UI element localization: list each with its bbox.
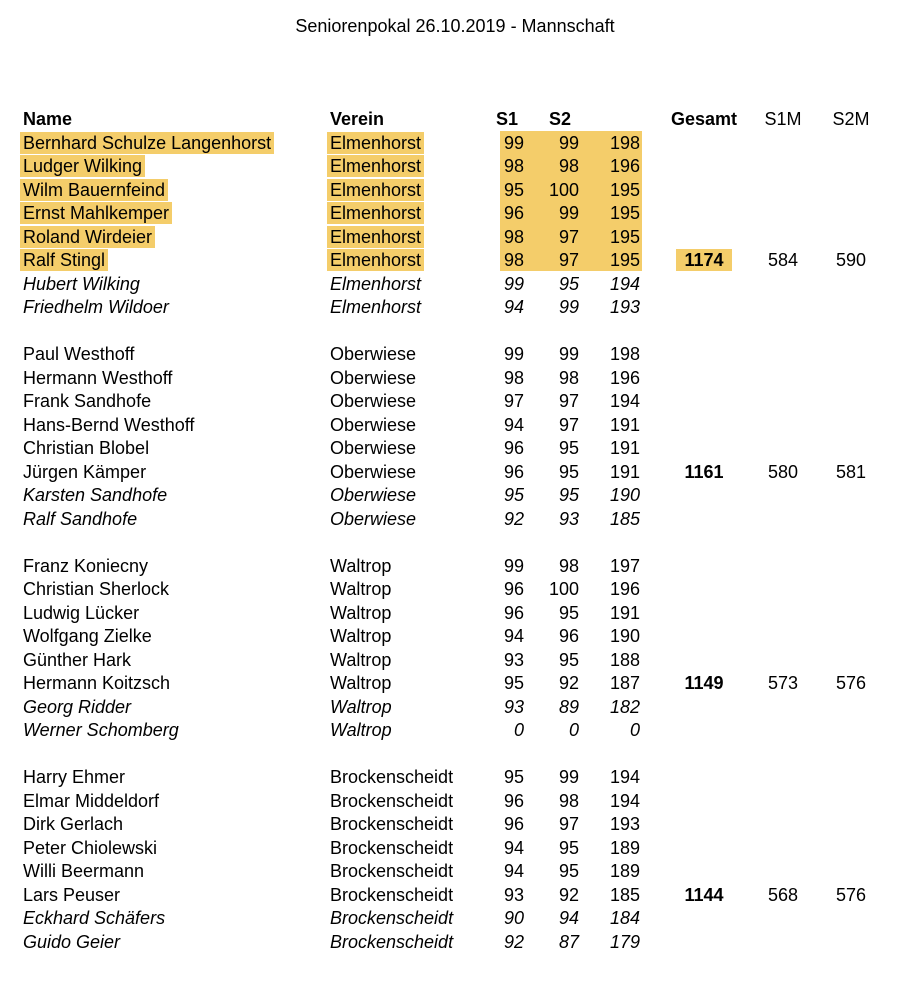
club-name: Elmenhorst bbox=[330, 297, 422, 317]
table-row bbox=[0, 813, 910, 837]
score-s2: 95 bbox=[558, 837, 579, 858]
player-name: Christian Blobel bbox=[23, 438, 150, 458]
club-name: Waltrop bbox=[330, 720, 392, 740]
score-sum: 198 bbox=[609, 344, 640, 364]
header-name: Name bbox=[23, 109, 73, 129]
club-name: Brockenscheidt bbox=[330, 884, 454, 905]
club-name: Elmenhorst bbox=[327, 202, 424, 224]
score-s2: 95 bbox=[558, 273, 579, 294]
score-s1: 96 bbox=[503, 203, 524, 223]
player-name: Hubert Wilking bbox=[23, 273, 140, 294]
score-s2: 98 bbox=[558, 555, 579, 576]
header-s1m: S1M bbox=[764, 109, 802, 129]
club-name: Waltrop bbox=[330, 673, 392, 693]
team-total: 1149 bbox=[684, 673, 724, 693]
table-row bbox=[0, 649, 910, 673]
score-s2: 100 bbox=[548, 579, 579, 599]
club-name: Elmenhorst bbox=[327, 155, 424, 177]
score-s2: 95 bbox=[558, 438, 579, 458]
score-s2: 97 bbox=[558, 391, 579, 411]
player-name: Ernst Mahlkemper bbox=[20, 202, 172, 224]
player-name: Elmar Middeldorf bbox=[23, 790, 160, 811]
score-s2: 94 bbox=[558, 908, 579, 928]
club-name: Waltrop bbox=[330, 696, 392, 717]
player-name: Jürgen Kämper bbox=[23, 461, 147, 482]
team-s1m: 584 bbox=[767, 250, 799, 270]
table-row bbox=[0, 860, 910, 884]
club-name: Brockenscheidt bbox=[330, 908, 454, 928]
team-s1m: 568 bbox=[767, 884, 799, 905]
team-s2m: 576 bbox=[835, 884, 867, 905]
score-s1: 95 bbox=[503, 767, 524, 787]
score-s1: 95 bbox=[503, 673, 524, 693]
player-name: Ralf Stingl bbox=[20, 249, 108, 271]
score-s2: 95 bbox=[558, 461, 579, 482]
club-name: Waltrop bbox=[330, 649, 392, 670]
team-s1m: 580 bbox=[767, 461, 799, 482]
score-s1: 92 bbox=[503, 508, 524, 529]
score-sum: 195 bbox=[609, 203, 640, 223]
player-name: Karsten Sandhofe bbox=[23, 485, 168, 505]
table-row bbox=[0, 578, 910, 602]
score-s2: 95 bbox=[558, 485, 579, 505]
player-name: Bernhard Schulze Langenhorst bbox=[20, 132, 274, 154]
player-name: Ludger Wilking bbox=[20, 155, 145, 177]
player-name: Werner Schomberg bbox=[23, 720, 179, 740]
table-row bbox=[0, 296, 910, 320]
club-name: Oberwiese bbox=[330, 461, 417, 482]
table-row bbox=[0, 273, 910, 297]
table-row bbox=[0, 508, 910, 532]
table-row bbox=[0, 907, 910, 931]
score-s1: 96 bbox=[503, 579, 524, 599]
score-s2: 93 bbox=[558, 508, 579, 529]
score-s2: 95 bbox=[558, 861, 579, 881]
score-s2: 97 bbox=[558, 814, 579, 834]
player-name: Roland Wirdeier bbox=[20, 226, 155, 248]
table-row bbox=[0, 625, 910, 649]
player-name: Dirk Gerlach bbox=[23, 814, 124, 834]
score-sum: 194 bbox=[609, 767, 640, 787]
player-name: Hans-Bernd Westhoff bbox=[23, 414, 195, 435]
score-s1: 98 bbox=[503, 367, 524, 388]
player-name: Hermann Westhoff bbox=[23, 367, 173, 388]
player-name: Franz Koniecny bbox=[23, 555, 149, 576]
player-name: Georg Ridder bbox=[23, 696, 132, 717]
score-sum: 184 bbox=[609, 908, 640, 928]
score-sum: 196 bbox=[609, 156, 640, 176]
score-s2: 100 bbox=[548, 179, 579, 200]
score-sum: 196 bbox=[609, 579, 640, 599]
player-name: Günther Hark bbox=[23, 649, 132, 670]
score-s1: 96 bbox=[503, 602, 524, 623]
club-name: Oberwiese bbox=[330, 391, 417, 411]
score-s1: 99 bbox=[503, 273, 524, 294]
score-s1: 93 bbox=[503, 649, 524, 670]
team-total: 1161 bbox=[684, 461, 724, 482]
player-name: Wilm Bauernfeind bbox=[20, 179, 168, 201]
player-name: Paul Westhoff bbox=[23, 344, 135, 364]
score-s2: 97 bbox=[558, 250, 579, 270]
score-s1: 94 bbox=[503, 297, 524, 317]
player-name: Friedhelm Wildoer bbox=[23, 297, 169, 317]
table-row bbox=[0, 884, 910, 908]
score-s2: 99 bbox=[558, 203, 579, 223]
page-title: Seniorenpokal 26.10.2019 - Mannschaft bbox=[295, 16, 615, 36]
team-total: 1174 bbox=[676, 249, 732, 271]
score-s1: 99 bbox=[503, 344, 524, 364]
table-row bbox=[0, 390, 910, 414]
club-name: Elmenhorst bbox=[330, 273, 422, 294]
score-s1: 94 bbox=[503, 626, 524, 646]
club-name: Waltrop bbox=[330, 602, 392, 623]
club-name: Oberwiese bbox=[330, 344, 417, 364]
score-s1: 90 bbox=[503, 908, 524, 928]
score-sum: 188 bbox=[609, 649, 640, 670]
score-s1: 96 bbox=[503, 461, 524, 482]
table-row bbox=[0, 484, 910, 508]
table-row bbox=[0, 343, 910, 367]
team-s2m: 581 bbox=[835, 461, 867, 482]
player-name: Guido Geier bbox=[23, 931, 121, 952]
score-sum: 191 bbox=[609, 438, 640, 458]
header-s2m: S2M bbox=[832, 109, 870, 129]
score-s2: 92 bbox=[558, 673, 579, 693]
header-gesamt: Gesamt bbox=[670, 109, 738, 129]
score-s1: 97 bbox=[503, 391, 524, 411]
score-sum: 193 bbox=[609, 814, 640, 834]
score-s2: 95 bbox=[558, 649, 579, 670]
score-sum: 185 bbox=[609, 508, 640, 529]
team-s2m: 590 bbox=[835, 250, 867, 270]
club-name: Oberwiese bbox=[330, 414, 417, 435]
table-row bbox=[0, 555, 910, 579]
score-sum: 0 bbox=[629, 720, 640, 740]
score-s1: 96 bbox=[503, 438, 524, 458]
score-s2: 99 bbox=[558, 132, 579, 153]
score-sum: 191 bbox=[609, 414, 640, 435]
score-s1: 98 bbox=[503, 226, 524, 247]
score-sum: 185 bbox=[609, 884, 640, 905]
score-s1: 95 bbox=[503, 485, 524, 505]
table-row bbox=[0, 179, 910, 203]
header-club: Verein bbox=[330, 109, 385, 129]
club-name: Oberwiese bbox=[330, 485, 417, 505]
player-name: Willi Beermann bbox=[23, 861, 145, 881]
score-s2: 99 bbox=[558, 297, 579, 317]
score-s1: 93 bbox=[503, 884, 524, 905]
score-s1: 96 bbox=[503, 814, 524, 834]
table-header bbox=[0, 108, 910, 132]
club-name: Elmenhorst bbox=[327, 132, 424, 154]
club-name: Elmenhorst bbox=[327, 179, 424, 201]
score-sum: 182 bbox=[609, 696, 640, 717]
score-sum: 194 bbox=[609, 273, 640, 294]
table-row bbox=[0, 696, 910, 720]
score-s2: 98 bbox=[558, 156, 579, 176]
score-s1: 94 bbox=[503, 861, 524, 881]
player-name: Peter Chiolewski bbox=[23, 837, 158, 858]
club-name: Elmenhorst bbox=[327, 249, 424, 271]
score-sum: 194 bbox=[609, 790, 640, 811]
club-name: Waltrop bbox=[330, 579, 392, 599]
score-s2: 89 bbox=[558, 696, 579, 717]
score-sum: 189 bbox=[609, 861, 640, 881]
table-row bbox=[0, 790, 910, 814]
club-name: Oberwiese bbox=[330, 508, 417, 529]
score-s1: 94 bbox=[503, 837, 524, 858]
club-name: Brockenscheidt bbox=[330, 861, 454, 881]
score-s2: 97 bbox=[558, 226, 579, 247]
score-s1: 99 bbox=[503, 132, 524, 153]
player-name: Wolfgang Zielke bbox=[23, 626, 152, 646]
table-row bbox=[0, 766, 910, 790]
club-name: Waltrop bbox=[330, 626, 392, 646]
score-s2: 87 bbox=[558, 931, 579, 952]
player-name: Ralf Sandhofe bbox=[23, 508, 138, 529]
score-sum: 191 bbox=[609, 461, 640, 482]
score-sum: 193 bbox=[609, 297, 640, 317]
table-row bbox=[0, 719, 910, 743]
club-name: Brockenscheidt bbox=[330, 790, 454, 811]
score-s1: 92 bbox=[503, 931, 524, 952]
player-name: Christian Sherlock bbox=[23, 579, 170, 599]
team-s1m: 573 bbox=[767, 673, 799, 693]
score-s1: 96 bbox=[503, 790, 524, 811]
header-s2: S2 bbox=[549, 109, 572, 129]
club-name: Brockenscheidt bbox=[330, 814, 454, 834]
score-sum: 194 bbox=[609, 391, 640, 411]
score-s1: 93 bbox=[503, 696, 524, 717]
score-s2: 98 bbox=[558, 367, 579, 388]
score-sum: 189 bbox=[609, 837, 640, 858]
table-row bbox=[0, 367, 910, 391]
team-total: 1144 bbox=[684, 884, 724, 905]
score-s2: 96 bbox=[558, 626, 579, 646]
score-s2: 95 bbox=[558, 602, 579, 623]
club-name: Elmenhorst bbox=[327, 226, 424, 248]
header-s1: S1 bbox=[496, 109, 519, 129]
score-sum: 187 bbox=[609, 673, 640, 693]
score-s1: 95 bbox=[503, 179, 524, 200]
score-sum: 196 bbox=[609, 367, 640, 388]
score-sum: 197 bbox=[609, 555, 640, 576]
score-s1: 98 bbox=[503, 250, 524, 270]
table-row bbox=[0, 414, 910, 438]
score-s1: 0 bbox=[513, 720, 524, 740]
table-row bbox=[0, 437, 910, 461]
table-row bbox=[0, 202, 910, 226]
table-row bbox=[0, 461, 910, 485]
score-sum: 190 bbox=[609, 626, 640, 646]
score-sum: 195 bbox=[609, 179, 640, 200]
club-name: Waltrop bbox=[330, 555, 392, 576]
club-name: Brockenscheidt bbox=[330, 931, 454, 952]
table-row bbox=[0, 672, 910, 696]
score-sum: 191 bbox=[609, 602, 640, 623]
score-sum: 195 bbox=[609, 250, 640, 270]
club-name: Oberwiese bbox=[330, 367, 417, 388]
club-name: Brockenscheidt bbox=[330, 767, 454, 787]
score-s2: 92 bbox=[558, 884, 579, 905]
table-row bbox=[0, 226, 910, 250]
score-s1: 94 bbox=[503, 414, 524, 435]
table-row bbox=[0, 931, 910, 955]
table-row bbox=[0, 837, 910, 861]
score-s1: 98 bbox=[503, 156, 524, 176]
score-s2: 97 bbox=[558, 414, 579, 435]
table-row bbox=[0, 132, 910, 156]
player-name: Harry Ehmer bbox=[23, 767, 126, 787]
player-name: Hermann Koitzsch bbox=[23, 673, 171, 693]
club-name: Brockenscheidt bbox=[330, 837, 454, 858]
score-sum: 190 bbox=[609, 485, 640, 505]
table-row bbox=[0, 155, 910, 179]
club-name: Oberwiese bbox=[330, 438, 417, 458]
score-s2: 98 bbox=[558, 790, 579, 811]
player-name: Lars Peuser bbox=[23, 884, 121, 905]
table-row bbox=[0, 602, 910, 626]
table-row bbox=[0, 249, 910, 273]
score-sum: 198 bbox=[609, 132, 640, 153]
score-s2: 0 bbox=[568, 720, 579, 740]
score-s2: 99 bbox=[558, 344, 579, 364]
player-name: Eckhard Schäfers bbox=[23, 908, 166, 928]
score-s2: 99 bbox=[558, 767, 579, 787]
team-s2m: 576 bbox=[835, 673, 867, 693]
player-name: Frank Sandhofe bbox=[23, 391, 152, 411]
player-name: Ludwig Lücker bbox=[23, 602, 140, 623]
score-s1: 99 bbox=[503, 555, 524, 576]
score-sum: 195 bbox=[609, 226, 640, 247]
score-sum: 179 bbox=[609, 931, 640, 952]
